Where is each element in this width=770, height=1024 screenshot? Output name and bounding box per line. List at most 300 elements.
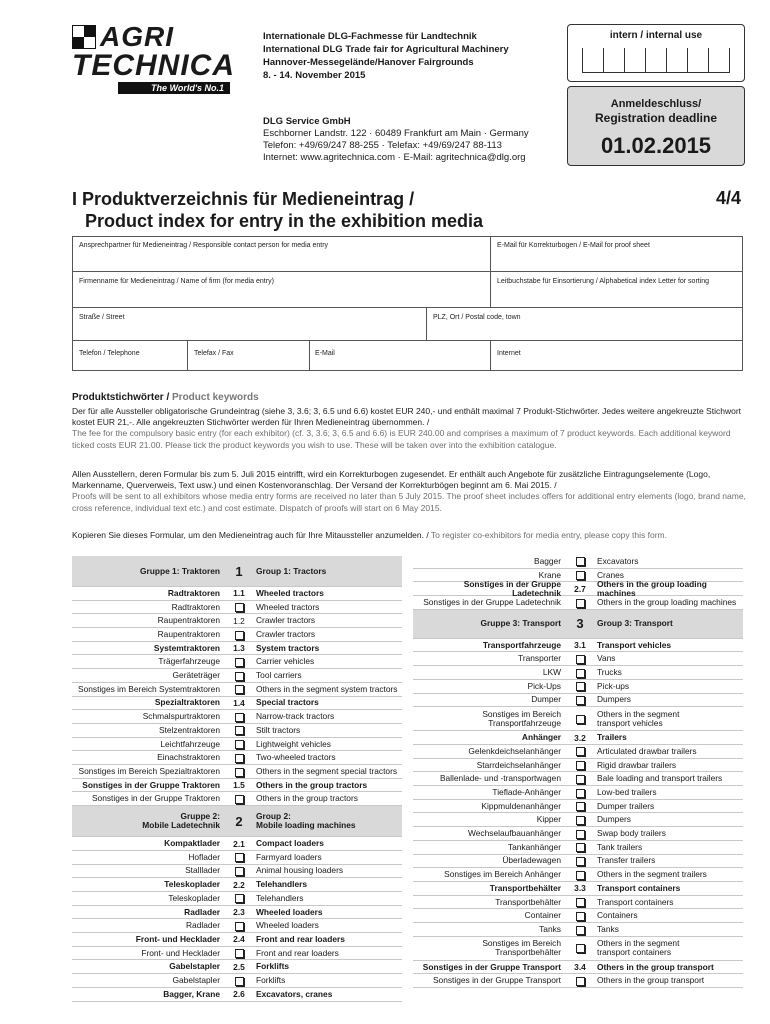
keyword-label-de: Anhänger: [521, 732, 561, 743]
keyword-checkbox[interactable]: [576, 871, 585, 880]
keyword-label-de: Sonstiges in der Gruppe Ladetechnik: [423, 596, 561, 607]
keyword-number: 3.2: [574, 732, 586, 743]
checkbox-cell[interactable]: [567, 746, 593, 756]
keyword-label-de: Radtraktoren: [171, 601, 220, 612]
keyword-number: 2.2: [233, 879, 245, 890]
keyword-label-de: Starrdeichselanhänger: [476, 759, 561, 770]
keyword-number: 1.2: [233, 615, 245, 626]
logo-mark-icon: [72, 25, 96, 49]
keyword-label-de: Gabelstapler: [172, 975, 220, 986]
keywords-heading: Produktstichwörter / Product keywords: [72, 392, 259, 403]
keyword-label-de: Tieflade-Anhänger: [492, 786, 561, 797]
keyword-number: 2.5: [233, 961, 245, 972]
keyword-label-de: Sonstiges in der Gruppe Ladetechnik: [463, 578, 561, 598]
keyword-row: [413, 639, 743, 653]
keyword-label-en: Transport containers: [597, 896, 674, 907]
keyword-row: [413, 909, 743, 923]
keyword-label-de: Teleskoplader: [164, 879, 220, 890]
keyword-label-de: Transportfahrzeuge: [482, 639, 561, 650]
keyword-label-de: Einachstraktoren: [157, 752, 220, 763]
keyword-label-de: Container: [524, 910, 561, 921]
keyword-label-en: Bale loading and transport trailers: [597, 773, 723, 784]
keyword-label-en: Telehandlers: [256, 892, 304, 903]
fair-info: [263, 30, 509, 82]
keyword-checkbox[interactable]: [576, 830, 585, 839]
keyword-checkbox[interactable]: [235, 603, 244, 612]
keyword-label-de: Radlader: [184, 906, 220, 917]
fair-line: Internationale DLG-Fachmesse für Landtechnik: [263, 31, 477, 42]
keyword-label-de: Tanks: [539, 923, 561, 934]
keyword-label-en: Dumpers: [597, 694, 631, 705]
keyword-label-en: Lightweight vehicles: [256, 738, 331, 749]
service-line: Internet: www.agritechnica.com · E-Mail: agritechnica@dlg.org: [263, 152, 526, 163]
checkbox-cell[interactable]: [226, 948, 252, 958]
checkbox-cell[interactable]: [226, 739, 252, 749]
keyword-row: [413, 937, 743, 961]
keyword-label-en: Carrier vehicles: [256, 656, 315, 667]
keyword-row: [72, 837, 402, 851]
keyword-number: 3.4: [574, 962, 586, 973]
keyword-label-en: Telehandlers: [256, 879, 308, 890]
keyword-number: 2.4: [233, 934, 245, 945]
keyword-row: [413, 555, 743, 569]
keyword-row: [72, 683, 402, 697]
keyword-checkbox[interactable]: [235, 740, 244, 749]
keyword-checkbox[interactable]: [576, 715, 585, 724]
keyword-checkbox[interactable]: [235, 894, 244, 903]
keyword-label-en: Pick-ups: [597, 680, 630, 691]
keyword-label-de: Sonstiges in der Gruppe Transport: [422, 961, 561, 972]
checkbox-cell[interactable]: [226, 670, 252, 680]
group-header-row: [72, 806, 402, 837]
keyword-checkbox[interactable]: [235, 949, 244, 958]
checkbox-cell[interactable]: [567, 842, 593, 852]
keyword-label-en: Tool carriers: [256, 670, 302, 681]
checkbox-cell[interactable]: [226, 794, 252, 804]
keyword-row: [72, 669, 402, 683]
keyword-checkbox[interactable]: [576, 775, 585, 784]
keyword-label-en: Tank trailers: [597, 841, 643, 852]
keyword-label-de: Raupentraktoren: [157, 615, 220, 626]
keyword-row: [72, 738, 402, 752]
proof-email-field[interactable]: E-Mail für Korrekturbogen / E-Mail for proof sheet: [497, 242, 650, 249]
checkbox-cell[interactable]: [567, 714, 593, 724]
keywords-copy-text: Kopieren Sie dieses Formular, um den Medieneintrag auch für Ihre Mitaussteller anzumelden. / To register co-exhibitors for media entry, please copy this form.: [72, 530, 667, 540]
keyword-row: [72, 906, 402, 920]
deadline-date: 01.02.2015: [600, 133, 712, 158]
keyword-label-en: Others in the group transport: [597, 961, 714, 972]
keyword-checkbox[interactable]: [576, 857, 585, 866]
checkbox-cell[interactable]: [567, 801, 593, 811]
keyword-row: [413, 923, 743, 937]
group-header-row: [72, 556, 402, 587]
keyword-row: [413, 745, 743, 759]
page-title: [72, 188, 483, 232]
keyword-checkbox[interactable]: [576, 655, 585, 664]
keyword-row: [413, 868, 743, 882]
keyword-row: [413, 578, 743, 598]
keyword-label-en: Others in the group loading machines: [597, 578, 707, 598]
keyword-label-en: Animal housing loaders: [256, 865, 344, 876]
internal-use-cells[interactable]: [582, 48, 730, 73]
keyword-label-de: Transportbehälter: [489, 882, 561, 893]
keyword-row: [413, 707, 743, 731]
keyword-label-de: Stelzentraktoren: [159, 724, 220, 735]
keyword-checkbox[interactable]: [235, 658, 244, 667]
checkbox-cell[interactable]: [567, 597, 593, 607]
keyword-row: [413, 882, 743, 896]
keyword-label-de: Sonstiges im Bereich Transportbehälter: [482, 938, 561, 958]
service-line: Eschborner Landstr. 122 · 60489 Frankfurt am Main · Germany: [263, 128, 529, 139]
keyword-checkbox[interactable]: [576, 843, 585, 852]
keyword-row: [72, 961, 402, 975]
keyword-number: 2: [235, 813, 243, 829]
checkbox-cell[interactable]: [567, 943, 593, 953]
keyword-label-en: Others in the segment transport vehicles: [597, 708, 680, 728]
keyword-checkbox[interactable]: [576, 761, 585, 770]
keyword-label-en: Group 2: Mobile loading machines: [256, 811, 356, 831]
keyword-row: [413, 961, 743, 975]
fair-line: 8. - 14. November 2015: [263, 70, 366, 81]
keyword-number: 2.7: [574, 583, 586, 594]
keyword-row: [413, 666, 743, 680]
checkbox-cell[interactable]: [226, 893, 252, 903]
keyword-label-en: Swap body trailers: [597, 828, 666, 839]
keyword-label-de: Pick-Ups: [527, 680, 561, 691]
index-letter-field[interactable]: Leitbuchstabe für Einsortierung / Alphabetical index Letter for sorting: [497, 278, 710, 285]
keyword-checkbox[interactable]: [576, 898, 585, 907]
deadline-label-de: Anmeldeschluss/: [610, 98, 702, 110]
checkbox-cell[interactable]: [567, 870, 593, 880]
keyword-checkbox[interactable]: [576, 599, 585, 608]
keyword-row: [413, 694, 743, 708]
keyword-label-de: Überladewagen: [502, 855, 561, 866]
keyword-checkbox[interactable]: [576, 747, 585, 756]
keyword-label-en: Narrow-track tractors: [256, 711, 335, 722]
keyword-label-de: Gelenkdeichselanhänger: [468, 745, 561, 756]
keyword-label-en: Containers: [597, 910, 638, 921]
keyword-label-de: Sonstiges in der Gruppe Traktoren: [82, 779, 220, 790]
email-field[interactable]: E-Mail: [315, 350, 335, 357]
keyword-checkbox[interactable]: [576, 789, 585, 798]
keyword-row: [413, 800, 743, 814]
keyword-checkbox[interactable]: [576, 682, 585, 691]
keyword-label-en: Compact loaders: [256, 838, 324, 849]
keyword-label-en: Trailers: [597, 732, 627, 743]
keyword-label-de: Gruppe 3: Transport: [480, 618, 561, 629]
keyword-table-left: [72, 556, 402, 998]
keyword-label-de: Kompaktlader: [164, 838, 220, 849]
keyword-row: [413, 855, 743, 869]
page-number: 4/4: [716, 188, 742, 208]
keyword-label-de: Sonstiges im Bereich Spezialtraktoren: [78, 765, 220, 776]
keyword-checkbox[interactable]: [235, 867, 244, 876]
keyword-label-en: Excavators: [597, 555, 639, 566]
keyword-row: [413, 841, 743, 855]
keyword-checkbox[interactable]: [235, 726, 244, 735]
keyword-row: [72, 765, 402, 779]
checkbox-cell[interactable]: [567, 760, 593, 770]
logo-word-technica: TECHNICA: [72, 49, 235, 82]
keyword-label-en: Two-wheeled tractors: [256, 752, 336, 763]
keyword-label-en: Others in the group loading machines: [597, 596, 737, 607]
keyword-label-de: Gruppe 1: Traktoren: [139, 565, 220, 576]
keyword-checkbox[interactable]: [235, 768, 244, 777]
keyword-label-de: Kippmuldenanhänger: [481, 800, 561, 811]
checkbox-cell[interactable]: [567, 815, 593, 825]
agritechnica-logo: [72, 21, 240, 94]
checkbox-cell[interactable]: [567, 828, 593, 838]
keyword-label-en: Front and rear loaders: [256, 933, 345, 944]
logo-word-agri: AGRI: [100, 21, 174, 52]
keyword-label-en: Wheeled tractors: [256, 587, 324, 598]
keyword-number: 2.1: [233, 838, 245, 849]
keyword-label-de: LKW: [542, 667, 561, 678]
keyword-label-en: Transport containers: [597, 882, 681, 893]
keyword-number: 2.6: [233, 989, 245, 1000]
keyword-checkbox[interactable]: [235, 713, 244, 722]
checkbox-cell[interactable]: [567, 897, 593, 907]
keyword-label-de: Gruppe 2: Mobile Ladetechnik: [142, 811, 220, 831]
keyword-label-de: Radlader: [186, 920, 220, 931]
keyword-checkbox[interactable]: [576, 816, 585, 825]
keyword-label-en: Stilt tractors: [256, 724, 301, 735]
fair-line: International DLG Trade fair for Agricultural Machinery: [263, 44, 509, 55]
checkbox-cell[interactable]: [226, 684, 252, 694]
keyword-label-en: Low-bed trailers: [597, 786, 657, 797]
checkbox-cell[interactable]: [567, 774, 593, 784]
checkbox-cell[interactable]: [567, 976, 593, 986]
keyword-label-de: Sonstiges im Bereich Systemtraktoren: [78, 683, 220, 694]
checkbox-cell[interactable]: [567, 654, 593, 664]
keyword-row: [413, 596, 743, 610]
keyword-number: 1.3: [233, 643, 245, 654]
checkbox-cell[interactable]: [226, 852, 252, 862]
keyword-checkbox[interactable]: [235, 922, 244, 931]
keyword-label-de: Teleskoplader: [168, 892, 220, 903]
keyword-label-en: Wheeled loaders: [256, 920, 319, 931]
keyword-checkbox[interactable]: [576, 557, 585, 566]
checkbox-cell[interactable]: [567, 911, 593, 921]
keyword-number: 3.1: [574, 640, 586, 651]
checkbox-cell[interactable]: [567, 856, 593, 866]
checkbox-cell[interactable]: [226, 629, 252, 639]
keyword-label-en: Dumper trailers: [597, 800, 655, 811]
contact-form: [72, 236, 743, 371]
fair-line: Hannover-Messegelände/Hanover Fairgrounds: [263, 57, 474, 68]
keyword-row: [72, 851, 402, 865]
checkbox-cell[interactable]: [226, 602, 252, 612]
keyword-row: [72, 919, 402, 933]
keyword-row: [413, 759, 743, 773]
keyword-row: [72, 974, 402, 988]
keyword-checkbox[interactable]: [576, 912, 585, 921]
keyword-label-en: Excavators, cranes: [256, 988, 333, 999]
service-line: Telefon: +49/69/247 88-255 · Telefax: +49/69/247 88-113: [263, 140, 502, 151]
keyword-row: [72, 947, 402, 961]
keyword-label-en: Wheeled tractors: [256, 601, 320, 612]
keyword-checkbox[interactable]: [576, 977, 585, 986]
keyword-label-en: Crawler tractors: [256, 615, 316, 626]
keyword-row: [72, 710, 402, 724]
checkbox-cell[interactable]: [226, 725, 252, 735]
keyword-label-de: Dumper: [531, 694, 561, 705]
keyword-label-de: Wechselaufbauanhänger: [468, 828, 561, 839]
keyword-number: 1.5: [233, 780, 245, 791]
keyword-row: [413, 814, 743, 828]
phone-field[interactable]: Telefon / Telephone: [79, 350, 140, 357]
keyword-label-de: Leichtfahrzeuge: [160, 738, 220, 749]
keyword-row: [72, 697, 402, 711]
keyword-label-de: Radtraktoren: [167, 587, 220, 598]
checkbox-cell[interactable]: [567, 556, 593, 566]
checkbox-cell[interactable]: [226, 753, 252, 763]
keyword-row: [413, 896, 743, 910]
keyword-checkbox[interactable]: [235, 754, 244, 763]
keyword-label-en: Others in the segment transport containers: [597, 938, 680, 958]
keyword-label-en: Transport vehicles: [597, 639, 672, 650]
keyword-checkbox[interactable]: [235, 795, 244, 804]
keyword-row: [72, 988, 402, 1002]
keyword-checkbox[interactable]: [576, 571, 585, 580]
internal-use-label: intern / internal use: [609, 30, 703, 41]
keyword-row: [413, 680, 743, 694]
checkbox-cell[interactable]: [226, 766, 252, 776]
group-header-row: [413, 610, 743, 639]
keyword-label-de: Krane: [538, 569, 561, 580]
keyword-label-en: Transfer trailers: [597, 855, 656, 866]
keywords-fee-text: Der für alle Aussteller obligatorische Grundeintrag (siehe 3, 3.6; 3, 6.5 und 6.6) kostet EUR 240,- und enthält maximal 7 Produkt-Stichwörter. Jedes weitere angekreuzte Stichwort kostet EUR 21,-. Alle angekreuzten Stichwörter werden für Ihren Medieneintrag übernommen. / The fee for the compulsory basic entry (for each exhibitor) (cf. 3, 3.6; 3, 6.5 and 6.6) is EUR 240.00 and comprises a maximum of 7 product keywords. Each additional keyword ticked costs EUR 21.00. Please tick the product keywords you wish to use. These will be taken over into the exhibition catalogue.: [72, 406, 742, 450]
street-field[interactable]: Straße / Street: [79, 314, 125, 321]
keyword-label-de: Tankanhänger: [507, 841, 561, 852]
keyword-checkbox[interactable]: [576, 696, 585, 705]
contact-person-field[interactable]: Ansprechpartner für Medieneintrag / Responsible contact person for media entry: [79, 242, 329, 249]
keyword-label-de: Sonstiges im Bereich Anhänger: [444, 869, 561, 880]
keyword-row: [413, 653, 743, 667]
service-address: [263, 116, 529, 164]
keyword-label-en: Wheeled loaders: [256, 906, 323, 917]
keyword-checkbox[interactable]: [235, 977, 244, 986]
keyword-label-en: Front and rear loaders: [256, 947, 339, 958]
city-field[interactable]: PLZ, Ort / Postal code, town: [433, 314, 521, 321]
checkbox-cell[interactable]: [567, 695, 593, 705]
checkbox-cell[interactable]: [226, 921, 252, 931]
checkbox-cell[interactable]: [567, 787, 593, 797]
keyword-checkbox[interactable]: [576, 926, 585, 935]
service-name: DLG Service GmbH: [263, 116, 351, 127]
keyword-label-en: Group 3: Transport: [597, 618, 673, 629]
checkbox-cell[interactable]: [567, 924, 593, 934]
keywords-proof-text: Allen Ausstellern, deren Formular bis zum 5. Juli 2015 eintrifft, wird ein Korrekturbogen zugesendet. Er enthält auch Angebote für zusätzliche Eintragungselemente (Logo, Markenname, Querverweis, Text usw.) und einen Kostenvoranschlag. Der Versand der Korrekturbögen beginnt am 6. Mai 2015. / Proofs will be sent to all exhibitors whose media entry forms are received no later than 5 July 2015. The proof sheet includes offers for additional entry elements (logo, brand name, cross reference, individual text etc.) and cost estimate. Dispatch of proofs will start on 6 May 2015.: [72, 469, 746, 513]
keyword-label-de: Sonstiges in der Gruppe Transport: [432, 975, 561, 986]
keyword-table-right: [413, 555, 743, 997]
keyword-label-en: Rigid drawbar trailers: [597, 759, 677, 770]
checkbox-cell[interactable]: [567, 570, 593, 580]
keyword-label-en: Tanks: [597, 923, 619, 934]
keyword-label-de: Front- und Hecklader: [135, 933, 220, 944]
firm-name-field[interactable]: Firmenname für Medieneintrag / Name of firm (for media entry): [79, 278, 274, 285]
keyword-row: [72, 793, 402, 807]
keyword-label-en: Trucks: [597, 667, 622, 678]
keyword-checkbox[interactable]: [235, 672, 244, 681]
keyword-row: [72, 601, 402, 615]
keyword-checkbox[interactable]: [576, 802, 585, 811]
keyword-checkbox[interactable]: [576, 669, 585, 678]
checkbox-cell[interactable]: [567, 667, 593, 677]
deadline-box: [567, 86, 745, 166]
internet-field[interactable]: Internet: [497, 350, 521, 357]
fax-field[interactable]: Telefax / Fax: [194, 350, 234, 357]
keyword-number: 1: [235, 563, 243, 579]
keyword-label-de: Transporter: [518, 653, 561, 664]
keyword-label-de: Sonstiges im Bereich Transportfahrzeuge: [482, 708, 561, 728]
keyword-checkbox[interactable]: [235, 853, 244, 862]
keyword-row: [72, 587, 402, 601]
keyword-row: [72, 751, 402, 765]
keyword-label-en: Vans: [597, 653, 616, 664]
keyword-row: [413, 772, 743, 786]
title-line-de: I Produktverzeichnis für Medieneintrag /: [72, 189, 415, 209]
checkbox-cell[interactable]: [226, 866, 252, 876]
keyword-label-en: Others in the group tractors: [256, 779, 368, 790]
keyword-row: [72, 656, 402, 670]
keyword-number: 2.3: [233, 907, 245, 918]
keyword-number: 3: [576, 616, 584, 632]
keyword-label-de: Raupentraktoren: [157, 628, 220, 639]
keyword-label-de: Transportbehälter: [495, 896, 561, 907]
keyword-number: 1.1: [233, 588, 245, 599]
keyword-row: [72, 628, 402, 642]
keyword-label-de: Schmalspurtraktoren: [142, 711, 220, 722]
keyword-label-de: Spezialtraktoren: [154, 697, 220, 708]
checkbox-cell[interactable]: [226, 975, 252, 985]
keyword-row: [72, 865, 402, 879]
keyword-row: [413, 975, 743, 989]
keyword-label-de: Systemtraktoren: [153, 642, 220, 653]
keyword-label-en: Articulated drawbar trailers: [597, 745, 697, 756]
keyword-label-de: Front- und Hecklader: [141, 947, 220, 958]
checkbox-cell[interactable]: [226, 712, 252, 722]
keyword-label-en: Crawler tractors: [256, 628, 316, 639]
keyword-label-en: Farmyard loaders: [256, 851, 322, 862]
keyword-label-de: Geräteträger: [172, 670, 220, 681]
keyword-label-de: Stalllader: [185, 865, 220, 876]
logo-tagline: The World's No.1: [118, 82, 230, 94]
keyword-checkbox[interactable]: [235, 685, 244, 694]
keyword-row: [72, 779, 402, 793]
keyword-label-en: Others in the group transport: [597, 975, 705, 986]
keyword-label-de: Hoflader: [188, 851, 220, 862]
keyword-label-de: Trägerfahrzeuge: [158, 656, 220, 667]
keyword-row: [413, 786, 743, 800]
keyword-label-de: Ballenlade- und -transportwagen: [439, 773, 561, 784]
keyword-row: [72, 614, 402, 628]
keyword-label-de: Kipper: [536, 814, 561, 825]
keyword-row: [72, 724, 402, 738]
keyword-checkbox[interactable]: [235, 631, 244, 640]
keyword-row: [413, 827, 743, 841]
keyword-label-en: System tractors: [256, 642, 320, 653]
keyword-row: [72, 642, 402, 656]
keyword-label-de: Sonstiges in der Gruppe Traktoren: [91, 793, 220, 804]
keyword-label-de: Bagger: [533, 555, 561, 566]
keyword-checkbox[interactable]: [576, 944, 585, 953]
keyword-label-en: Others in the group tractors: [256, 793, 358, 804]
internal-use-box: [567, 24, 745, 82]
checkbox-cell[interactable]: [226, 657, 252, 667]
checkbox-cell[interactable]: [567, 681, 593, 691]
keyword-label-en: Forklifts: [256, 961, 290, 972]
